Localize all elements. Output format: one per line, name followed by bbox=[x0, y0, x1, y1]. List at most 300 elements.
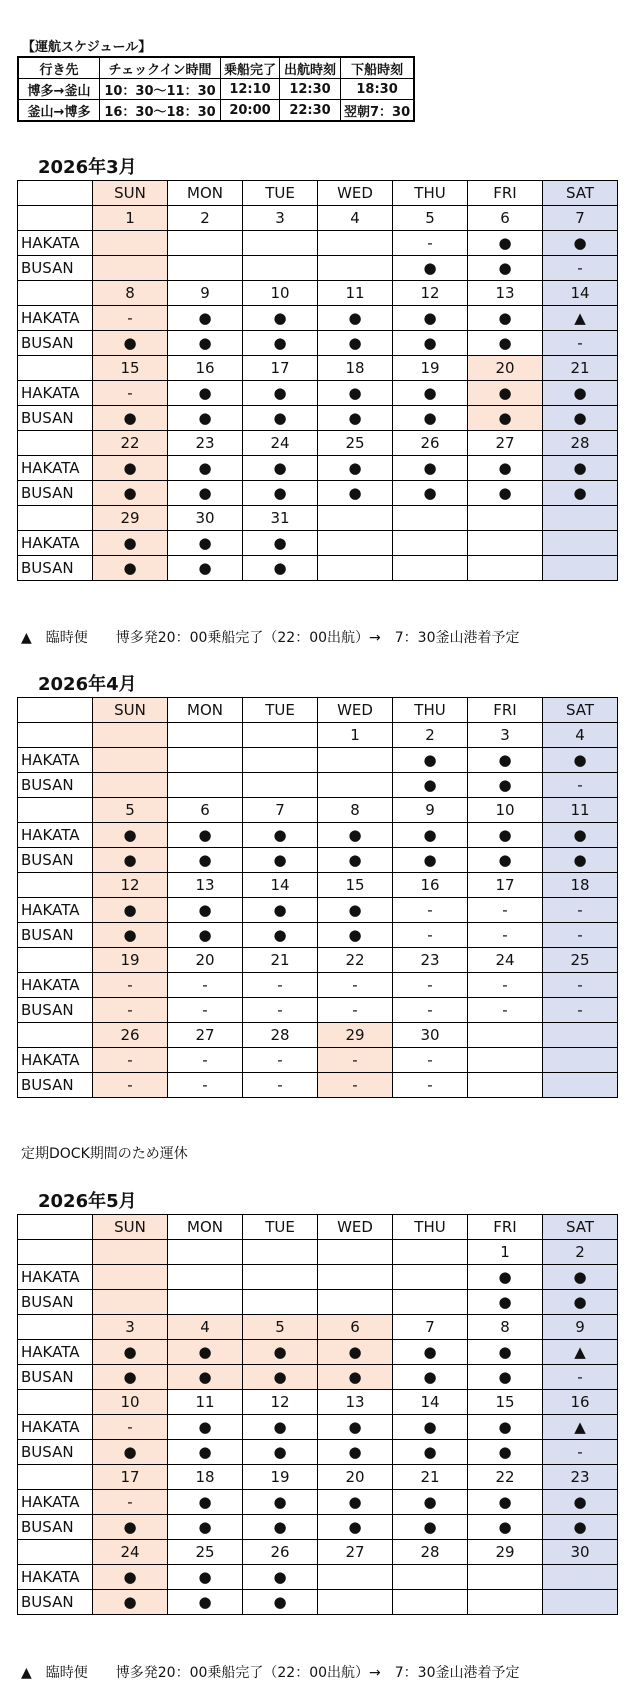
date-cell: 13 bbox=[468, 281, 543, 306]
date-cell: 16 bbox=[168, 356, 243, 381]
date-cell: 3 bbox=[93, 1315, 168, 1340]
date-cell bbox=[93, 723, 168, 748]
service-mark: ● bbox=[393, 456, 468, 481]
service-mark: ● bbox=[393, 1415, 468, 1440]
busan-row bbox=[18, 848, 618, 873]
service-mark: ● bbox=[243, 1440, 318, 1465]
service-mark bbox=[543, 1565, 618, 1590]
service-mark: ● bbox=[318, 923, 393, 948]
service-mark bbox=[243, 1290, 318, 1315]
date-cell: 5 bbox=[393, 206, 468, 231]
schedule-cell: 10：30～11：30 bbox=[100, 79, 221, 100]
busan-row bbox=[18, 1590, 618, 1615]
route-label: BUSAN bbox=[18, 331, 93, 356]
route-label: HAKATA bbox=[18, 1415, 93, 1440]
service-mark: ● bbox=[393, 406, 468, 431]
date-cell: 6 bbox=[168, 798, 243, 823]
service-mark: - bbox=[468, 898, 543, 923]
busan-row bbox=[18, 1440, 618, 1465]
date-cell: 28 bbox=[543, 431, 618, 456]
service-mark: ● bbox=[318, 898, 393, 923]
service-mark bbox=[318, 256, 393, 281]
service-mark: ● bbox=[93, 531, 168, 556]
route-label: BUSAN bbox=[18, 406, 93, 431]
service-mark: - bbox=[93, 306, 168, 331]
service-mark: - bbox=[168, 998, 243, 1023]
route-label: BUSAN bbox=[18, 481, 93, 506]
service-mark: ● bbox=[243, 381, 318, 406]
service-mark: ● bbox=[93, 556, 168, 581]
weekday-header-row bbox=[18, 181, 618, 206]
schedule-header-cell: 下船時刻 bbox=[341, 57, 415, 79]
weekday-header: SUN bbox=[93, 698, 168, 723]
busan-row bbox=[18, 773, 618, 798]
hakata-row bbox=[18, 1265, 618, 1290]
service-mark: - bbox=[93, 1048, 168, 1073]
service-mark: ● bbox=[468, 456, 543, 481]
date-cell: 15 bbox=[318, 873, 393, 898]
service-mark: ● bbox=[543, 823, 618, 848]
busan-row bbox=[18, 998, 618, 1023]
service-mark bbox=[168, 231, 243, 256]
date-cell: 2 bbox=[393, 723, 468, 748]
corner-cell bbox=[18, 698, 93, 723]
month-calendar bbox=[17, 1214, 618, 1615]
date-cell: 7 bbox=[393, 1315, 468, 1340]
date-cell bbox=[318, 506, 393, 531]
service-mark bbox=[393, 531, 468, 556]
service-mark: ● bbox=[393, 848, 468, 873]
hakata-row bbox=[18, 1415, 618, 1440]
date-cell bbox=[243, 723, 318, 748]
month-note: ▲ 臨時便 博多発20：00乗船完了（22：00出航）→ 7：30釜山港着予定 bbox=[21, 630, 520, 646]
service-mark: ● bbox=[93, 923, 168, 948]
service-mark: ● bbox=[93, 456, 168, 481]
month-calendar bbox=[17, 697, 618, 1098]
service-mark: ● bbox=[543, 1265, 618, 1290]
schedule-table bbox=[17, 56, 415, 122]
date-cell bbox=[468, 1023, 543, 1048]
busan-row bbox=[18, 556, 618, 581]
date-cell: 23 bbox=[543, 1465, 618, 1490]
date-cell: 12 bbox=[393, 281, 468, 306]
service-mark bbox=[318, 773, 393, 798]
service-mark: ● bbox=[543, 231, 618, 256]
service-mark: ● bbox=[468, 1515, 543, 1540]
weekday-header: FRI bbox=[468, 1215, 543, 1240]
schedule-cell: 12:10 bbox=[221, 79, 280, 100]
service-mark: ● bbox=[168, 923, 243, 948]
service-mark bbox=[468, 1565, 543, 1590]
service-mark: - bbox=[93, 1073, 168, 1098]
route-label: HAKATA bbox=[18, 381, 93, 406]
weekday-header: TUE bbox=[243, 1215, 318, 1240]
service-mark: ● bbox=[243, 406, 318, 431]
service-mark: ● bbox=[393, 773, 468, 798]
weekday-header: MON bbox=[168, 1215, 243, 1240]
service-mark bbox=[393, 1565, 468, 1590]
date-cell: 24 bbox=[93, 1540, 168, 1565]
date-cell: 6 bbox=[318, 1315, 393, 1340]
route-label: BUSAN bbox=[18, 998, 93, 1023]
schedule-row bbox=[18, 79, 414, 100]
service-mark: ● bbox=[168, 1490, 243, 1515]
date-row bbox=[18, 1390, 618, 1415]
service-mark: ● bbox=[243, 331, 318, 356]
service-mark: ● bbox=[393, 1515, 468, 1540]
service-mark: - bbox=[393, 1073, 468, 1098]
service-mark: - bbox=[93, 381, 168, 406]
service-mark: ● bbox=[93, 481, 168, 506]
route-label bbox=[18, 798, 93, 823]
service-mark: ● bbox=[168, 1515, 243, 1540]
date-cell bbox=[168, 1240, 243, 1265]
date-cell: 24 bbox=[468, 948, 543, 973]
date-cell: 7 bbox=[543, 206, 618, 231]
service-mark: ● bbox=[243, 531, 318, 556]
service-mark bbox=[318, 1265, 393, 1290]
service-mark: - bbox=[468, 973, 543, 998]
route-label: HAKATA bbox=[18, 1565, 93, 1590]
date-cell: 4 bbox=[168, 1315, 243, 1340]
hakata-row bbox=[18, 456, 618, 481]
date-cell bbox=[393, 506, 468, 531]
schedule-cell: 12:30 bbox=[280, 79, 341, 100]
service-mark: ● bbox=[93, 1365, 168, 1390]
service-mark: ● bbox=[318, 456, 393, 481]
date-cell: 20 bbox=[468, 356, 543, 381]
date-cell: 26 bbox=[243, 1540, 318, 1565]
date-cell: 28 bbox=[393, 1540, 468, 1565]
date-cell: 9 bbox=[543, 1315, 618, 1340]
date-cell: 18 bbox=[543, 873, 618, 898]
service-mark: ● bbox=[168, 331, 243, 356]
weekday-header: FRI bbox=[468, 181, 543, 206]
month-note: ▲ 臨時便 博多発20：00乗船完了（22：00出航）→ 7：30釜山港着予定 bbox=[21, 1665, 520, 1681]
route-label: BUSAN bbox=[18, 1590, 93, 1615]
date-cell: 22 bbox=[318, 948, 393, 973]
weekday-header: FRI bbox=[468, 698, 543, 723]
service-mark: ● bbox=[468, 848, 543, 873]
service-mark: ● bbox=[468, 306, 543, 331]
service-mark: ● bbox=[168, 556, 243, 581]
service-mark bbox=[468, 1048, 543, 1073]
route-label: BUSAN bbox=[18, 1515, 93, 1540]
service-mark: ● bbox=[168, 456, 243, 481]
date-cell: 3 bbox=[243, 206, 318, 231]
service-mark: ● bbox=[243, 1340, 318, 1365]
service-mark bbox=[243, 773, 318, 798]
service-mark: ● bbox=[318, 406, 393, 431]
route-label bbox=[18, 1390, 93, 1415]
service-mark: ● bbox=[318, 1340, 393, 1365]
date-row bbox=[18, 206, 618, 231]
month-title: 2026年4月 bbox=[38, 674, 137, 695]
date-cell bbox=[468, 506, 543, 531]
month-note: 定期DOCK期間のため運休 bbox=[21, 1146, 188, 1162]
route-label bbox=[18, 1465, 93, 1490]
busan-row bbox=[18, 481, 618, 506]
route-label bbox=[18, 948, 93, 973]
route-label: HAKATA bbox=[18, 1265, 93, 1290]
service-mark bbox=[168, 1290, 243, 1315]
service-mark: ● bbox=[243, 923, 318, 948]
date-cell: 16 bbox=[393, 873, 468, 898]
service-mark: ● bbox=[168, 481, 243, 506]
weekday-header: WED bbox=[318, 1215, 393, 1240]
hakata-row bbox=[18, 1490, 618, 1515]
date-row bbox=[18, 948, 618, 973]
route-label: HAKATA bbox=[18, 456, 93, 481]
route-label: HAKATA bbox=[18, 748, 93, 773]
service-mark bbox=[243, 748, 318, 773]
service-mark bbox=[318, 1290, 393, 1315]
service-mark: - bbox=[543, 1440, 618, 1465]
hakata-row bbox=[18, 898, 618, 923]
route-label bbox=[18, 1240, 93, 1265]
service-mark: ● bbox=[543, 456, 618, 481]
service-mark: ▲ bbox=[543, 306, 618, 331]
service-mark: ● bbox=[243, 556, 318, 581]
service-mark: ● bbox=[243, 898, 318, 923]
date-cell: 29 bbox=[318, 1023, 393, 1048]
date-cell: 27 bbox=[318, 1540, 393, 1565]
date-cell: 21 bbox=[393, 1465, 468, 1490]
date-cell: 17 bbox=[468, 873, 543, 898]
service-mark: - bbox=[243, 1048, 318, 1073]
weekday-header: MON bbox=[168, 698, 243, 723]
date-row bbox=[18, 1465, 618, 1490]
service-mark: - bbox=[543, 998, 618, 1023]
service-mark: - bbox=[543, 973, 618, 998]
date-row bbox=[18, 723, 618, 748]
date-cell: 2 bbox=[543, 1240, 618, 1265]
service-mark: ● bbox=[318, 306, 393, 331]
service-mark: ● bbox=[93, 1590, 168, 1615]
date-cell: 22 bbox=[468, 1465, 543, 1490]
service-mark: ● bbox=[468, 256, 543, 281]
service-mark: ● bbox=[93, 1340, 168, 1365]
schedule-cell: 20:00 bbox=[221, 100, 280, 122]
service-mark: ● bbox=[93, 848, 168, 873]
date-cell: 10 bbox=[243, 281, 318, 306]
date-cell: 26 bbox=[393, 431, 468, 456]
route-label: BUSAN bbox=[18, 923, 93, 948]
service-mark: ● bbox=[168, 406, 243, 431]
route-label: BUSAN bbox=[18, 1440, 93, 1465]
date-cell: 10 bbox=[468, 798, 543, 823]
service-mark: - bbox=[93, 973, 168, 998]
service-mark bbox=[318, 531, 393, 556]
service-mark: ● bbox=[93, 823, 168, 848]
service-mark: - bbox=[318, 998, 393, 1023]
service-mark: - bbox=[468, 998, 543, 1023]
service-mark: ● bbox=[393, 256, 468, 281]
date-cell: 9 bbox=[168, 281, 243, 306]
weekday-header: SAT bbox=[543, 698, 618, 723]
service-mark: - bbox=[318, 973, 393, 998]
service-mark bbox=[318, 556, 393, 581]
service-mark: ● bbox=[468, 1340, 543, 1365]
service-mark: ● bbox=[243, 456, 318, 481]
date-cell: 4 bbox=[318, 206, 393, 231]
date-row bbox=[18, 356, 618, 381]
service-mark: ● bbox=[393, 1490, 468, 1515]
service-mark: ● bbox=[318, 823, 393, 848]
service-mark: - bbox=[393, 231, 468, 256]
service-mark: ● bbox=[243, 306, 318, 331]
route-label bbox=[18, 873, 93, 898]
route-label bbox=[18, 206, 93, 231]
service-mark: ● bbox=[168, 531, 243, 556]
service-mark: ● bbox=[543, 1290, 618, 1315]
route-label: BUSAN bbox=[18, 848, 93, 873]
weekday-header: WED bbox=[318, 181, 393, 206]
service-mark: - bbox=[468, 923, 543, 948]
date-cell: 14 bbox=[543, 281, 618, 306]
schedule-cell: 博多→釜山 bbox=[18, 79, 100, 100]
hakata-row bbox=[18, 1048, 618, 1073]
service-mark bbox=[318, 1565, 393, 1590]
hakata-row bbox=[18, 823, 618, 848]
date-cell: 19 bbox=[93, 948, 168, 973]
date-cell bbox=[543, 506, 618, 531]
weekday-header: THU bbox=[393, 698, 468, 723]
hakata-row bbox=[18, 306, 618, 331]
date-cell: 5 bbox=[93, 798, 168, 823]
service-mark: ● bbox=[393, 1440, 468, 1465]
service-mark: ● bbox=[93, 1565, 168, 1590]
service-mark: ● bbox=[468, 823, 543, 848]
date-cell bbox=[93, 1240, 168, 1265]
date-cell: 8 bbox=[93, 281, 168, 306]
service-mark: - bbox=[393, 1048, 468, 1073]
service-mark bbox=[468, 1073, 543, 1098]
date-cell bbox=[168, 723, 243, 748]
date-cell: 6 bbox=[468, 206, 543, 231]
date-cell: 11 bbox=[168, 1390, 243, 1415]
service-mark: - bbox=[318, 1073, 393, 1098]
service-mark: ● bbox=[318, 1440, 393, 1465]
service-mark: - bbox=[543, 923, 618, 948]
service-mark: ● bbox=[93, 1515, 168, 1540]
route-label bbox=[18, 723, 93, 748]
service-mark: ● bbox=[393, 481, 468, 506]
date-cell: 29 bbox=[93, 506, 168, 531]
date-cell: 30 bbox=[543, 1540, 618, 1565]
service-mark: ● bbox=[468, 773, 543, 798]
service-mark bbox=[318, 231, 393, 256]
schedule-row bbox=[18, 100, 414, 122]
service-mark bbox=[543, 1048, 618, 1073]
service-mark: ● bbox=[318, 848, 393, 873]
hakata-row bbox=[18, 748, 618, 773]
route-label bbox=[18, 431, 93, 456]
date-cell: 4 bbox=[543, 723, 618, 748]
service-mark: ● bbox=[243, 1490, 318, 1515]
service-mark: - bbox=[318, 1048, 393, 1073]
weekday-header: TUE bbox=[243, 698, 318, 723]
hakata-row bbox=[18, 973, 618, 998]
schedule-cell: 22:30 bbox=[280, 100, 341, 122]
date-cell: 21 bbox=[243, 948, 318, 973]
date-cell bbox=[243, 1240, 318, 1265]
schedule-cell: 釜山→博多 bbox=[18, 100, 100, 122]
service-mark: ● bbox=[468, 331, 543, 356]
service-mark: - bbox=[543, 331, 618, 356]
service-mark: - bbox=[243, 1073, 318, 1098]
service-mark: ● bbox=[468, 381, 543, 406]
service-mark: ● bbox=[543, 381, 618, 406]
schedule-cell: 16：30～18：30 bbox=[100, 100, 221, 122]
service-mark: ● bbox=[468, 1415, 543, 1440]
service-mark: ● bbox=[468, 1265, 543, 1290]
service-mark: ● bbox=[168, 898, 243, 923]
service-mark: ● bbox=[393, 331, 468, 356]
service-mark: ● bbox=[318, 1515, 393, 1540]
date-cell: 27 bbox=[168, 1023, 243, 1048]
date-cell: 29 bbox=[468, 1540, 543, 1565]
date-cell: 25 bbox=[168, 1540, 243, 1565]
date-cell: 11 bbox=[543, 798, 618, 823]
date-row bbox=[18, 1240, 618, 1265]
service-mark: ● bbox=[168, 381, 243, 406]
service-mark: ● bbox=[543, 848, 618, 873]
date-row bbox=[18, 1540, 618, 1565]
route-label bbox=[18, 506, 93, 531]
service-mark: ● bbox=[243, 1565, 318, 1590]
route-label: HAKATA bbox=[18, 1340, 93, 1365]
route-label: HAKATA bbox=[18, 898, 93, 923]
date-cell: 19 bbox=[393, 356, 468, 381]
date-cell: 20 bbox=[318, 1465, 393, 1490]
date-row bbox=[18, 1023, 618, 1048]
date-cell: 18 bbox=[318, 356, 393, 381]
service-mark: ● bbox=[93, 898, 168, 923]
service-mark: - bbox=[543, 256, 618, 281]
service-mark: ● bbox=[393, 1365, 468, 1390]
date-cell: 19 bbox=[243, 1465, 318, 1490]
service-mark: ● bbox=[468, 1440, 543, 1465]
date-cell: 14 bbox=[243, 873, 318, 898]
service-mark: - bbox=[93, 1415, 168, 1440]
service-mark: - bbox=[168, 1048, 243, 1073]
service-mark bbox=[468, 1590, 543, 1615]
busan-row bbox=[18, 331, 618, 356]
date-cell: 8 bbox=[318, 798, 393, 823]
service-mark: - bbox=[393, 898, 468, 923]
month-title: 2026年5月 bbox=[38, 1191, 137, 1212]
month-calendar bbox=[17, 180, 618, 581]
service-mark bbox=[543, 531, 618, 556]
date-cell: 5 bbox=[243, 1315, 318, 1340]
service-mark bbox=[168, 256, 243, 281]
busan-row bbox=[18, 256, 618, 281]
service-mark bbox=[168, 1265, 243, 1290]
date-cell: 1 bbox=[93, 206, 168, 231]
date-cell: 24 bbox=[243, 431, 318, 456]
service-mark bbox=[393, 556, 468, 581]
service-mark: ● bbox=[93, 331, 168, 356]
service-mark: ● bbox=[543, 1490, 618, 1515]
route-label bbox=[18, 281, 93, 306]
service-mark: ● bbox=[318, 331, 393, 356]
service-mark: ● bbox=[468, 1365, 543, 1390]
date-cell: 20 bbox=[168, 948, 243, 973]
weekday-header: SUN bbox=[93, 181, 168, 206]
date-cell: 25 bbox=[318, 431, 393, 456]
schedule-header-cell: チェックイン時間 bbox=[100, 57, 221, 79]
